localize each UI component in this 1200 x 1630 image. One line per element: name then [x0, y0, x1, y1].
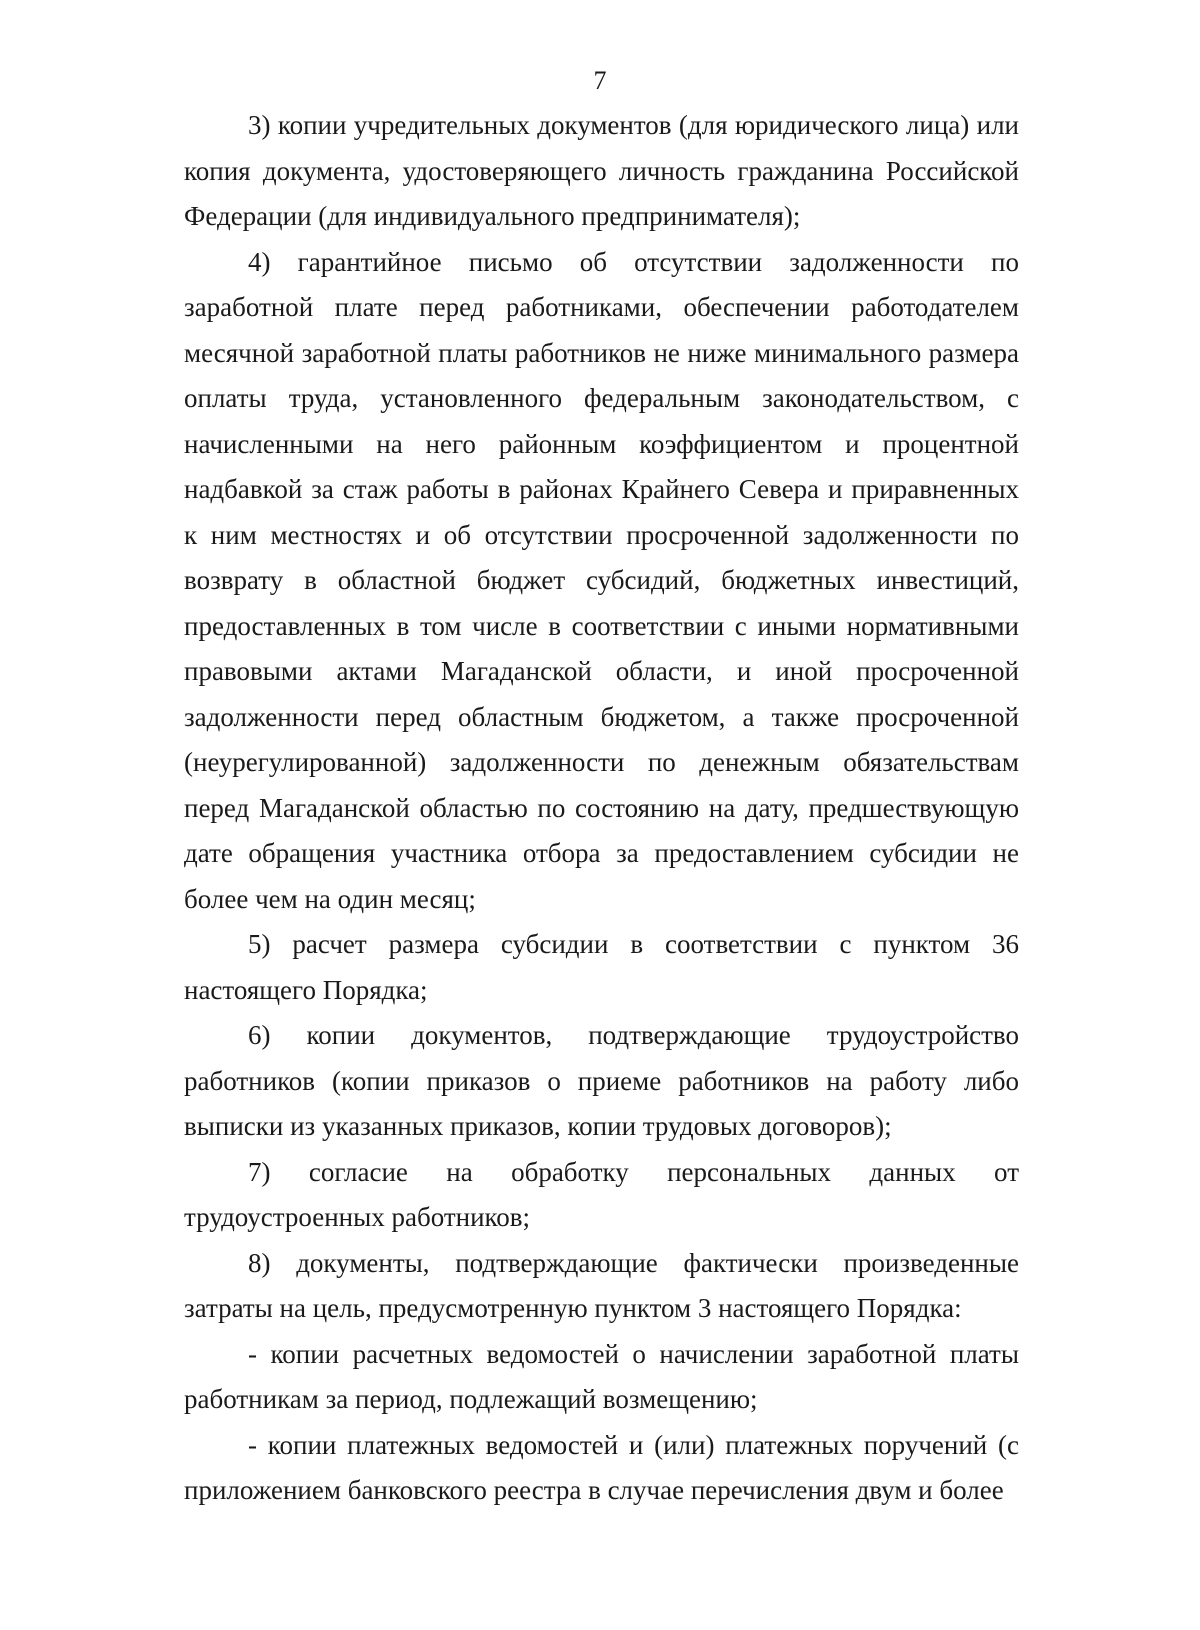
paragraph-item-8: 8) документы, подтверждающие фактически произведенные затраты на цель, предусмотренную пунктом 3 настоящего Порядка:	[184, 1247, 1019, 1323]
paragraph-subitem-payment-orders: - копии платежных ведомостей и (или) платежных поручений (с приложением банковского реестра в случае перечисления двум и более	[184, 1429, 1019, 1505]
paragraph-item-5: 5) расчет размера субсидии в соответствии с пунктом 36 настоящего Порядка;	[184, 929, 1019, 1005]
paragraph-item-6: 6) копии документов, подтверждающие трудоустройство работников (копии приказов о приеме работников на работу либо выписки из указанных приказов, копии трудовых договоров);	[184, 1020, 1019, 1141]
paragraph-item-4: 4) гарантийное письмо об отсутствии задолженности по заработной плате перед работниками, обеспечении работодателем месячной заработной платы работников не ниже минимального размера оплаты труда, установленного федеральным законодательством, с начисленными на него районным коэффициентом и процентной надбавкой за стаж работы в районах Крайнего Севера и приравненных к ним местностях и об отсутствии просроченной задолженности по возврату в областной бюджет субсидий, бюджетных инвестиций, предоставленных в том числе в соответствии с иными нормативными правовыми актами Магаданской области, и иной просроченной задолженности перед областным бюджетом, а также просроченной (неурегулированной) задолженности по денежным обязательствам перед Магаданской областью по состоянию на дату, предшествующую дате обращения участника отбора за предоставлением субсидии не более чем на один месяц;	[184, 246, 1019, 914]
paragraph-item-7: 7) согласие на обработку персональных данных от трудоустроенных работников;	[184, 1156, 1019, 1232]
paragraph-item-3: 3) копии учредительных документов (для юридического лица) или копия документа, удостоверяющего личность гражданина Российской Федерации (для индивидуального предпринимателя);	[184, 110, 1019, 231]
document-body	[184, 103, 1019, 1514]
page-number: 7	[593, 66, 607, 95]
paragraph-subitem-payroll-statements: - копии расчетных ведомостей о начислении заработной платы работникам за период, подлежащий возмещению;	[184, 1338, 1019, 1414]
